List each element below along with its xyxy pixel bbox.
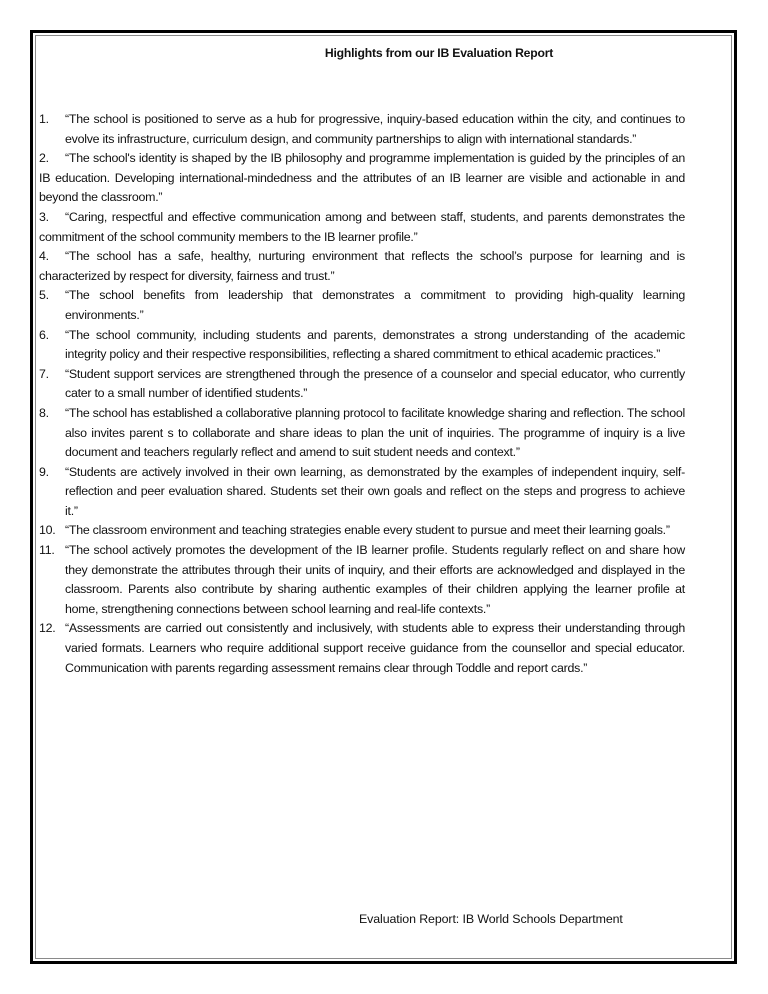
item-text: “Assessments are carried out consistently and inclusively, with students able to express their understanding through varied formats. Learners who require additional support receive guidance from the counsellor and special educator. Communication with parents regarding assessment remains clear through Toddle and report cards.” xyxy=(65,621,685,675)
item-number: 4. xyxy=(39,249,49,264)
item-text: “Students are actively involved in their own learning, as demonstrated by the examples of independent inquiry, self-reflection and peer evaluation shared. Students set their own goals and reflect on the steps and progress to achieve it.” xyxy=(65,464,685,518)
list-item xyxy=(39,208,685,247)
highlights-list xyxy=(39,110,685,678)
item-number: 1. xyxy=(39,112,49,126)
item-text: “Student support services are strengthened through the presence of a counselor and special educator, who currently cater to a small number of identified students.” xyxy=(65,366,685,401)
item-number: 12. xyxy=(39,621,56,636)
item-number: 7. xyxy=(39,366,49,381)
item-number: 5. xyxy=(39,288,49,303)
list-item xyxy=(39,521,685,541)
list-item xyxy=(39,247,685,286)
list-item xyxy=(39,463,685,522)
item-text: “The school has established a collaborative planning protocol to facilitate knowledge sharing and reflection. The school also invites parent s to collaborate and share ideas to plan the unit of inquiries. The programme of inquiry is a live document and teachers regularly reflect and amend to suit student needs and context.” xyxy=(65,405,685,460)
item-number: 11. xyxy=(39,543,55,558)
list-item xyxy=(39,326,685,365)
item-text: “The classroom environment and teaching strategies enable every student to pursue and meet their learning goals.” xyxy=(65,523,670,538)
list-item xyxy=(39,619,685,678)
item-number: 3. xyxy=(39,209,49,224)
list-item xyxy=(39,149,685,208)
item-number: 2. xyxy=(39,151,49,166)
item-number: 10. xyxy=(39,523,56,538)
list-item xyxy=(39,110,685,149)
item-number: 6. xyxy=(39,327,49,342)
list-item xyxy=(39,365,685,404)
item-text: “The school actively promotes the development of the IB learner profile. Students regularly reflect on and share how they demonstrate the attributes through their units of inquiry, and their efforts are acknowledged and displayed in the classroom. Parents also contribute by sharing authentic examples of their children applying the learner profile at home, strengthening connections between school learning and real-life contexts.” xyxy=(65,543,685,616)
item-text: “The school's identity is shaped by the IB philosophy and programme implementation is guided by the principles of an IB education. Developing international-mindedness and the attributes of an IB learner are visible and actionable in and beyond the classroom.” xyxy=(39,151,685,205)
list-item xyxy=(39,286,685,325)
item-number: 8. xyxy=(39,405,49,420)
list-item xyxy=(39,541,685,619)
list-item xyxy=(39,404,685,463)
item-text: “The school community, including students and parents, demonstrates a strong understanding of the academic integrity policy and their respective responsibilities, reflecting a shared commitment to ethical academic practices.” xyxy=(65,327,685,362)
document-footer: Evaluation Report: IB World Schools Department xyxy=(359,912,623,926)
document-title: Highlights from our IB Evaluation Report xyxy=(324,46,554,60)
item-text: “The school is positioned to serve as a hub for progressive, inquiry-based education within the city, and continues to evolve its infrastructure, curriculum design, and community partnerships to align with international standards.” xyxy=(65,112,685,146)
item-text: “The school benefits from leadership that demonstrates a commitment to providing high-quality learning environments.” xyxy=(65,288,685,322)
item-text: “Caring, respectful and effective communication among and between staff, students, and parents demonstrates the commitment of the school community members to the IB learner profile.” xyxy=(39,209,685,244)
item-number: 9. xyxy=(39,464,49,479)
item-text: “The school has a safe, healthy, nurturing environment that reflects the school’s purpose for learning and is characterized by respect for diversity, fairness and trust.” xyxy=(39,249,685,283)
